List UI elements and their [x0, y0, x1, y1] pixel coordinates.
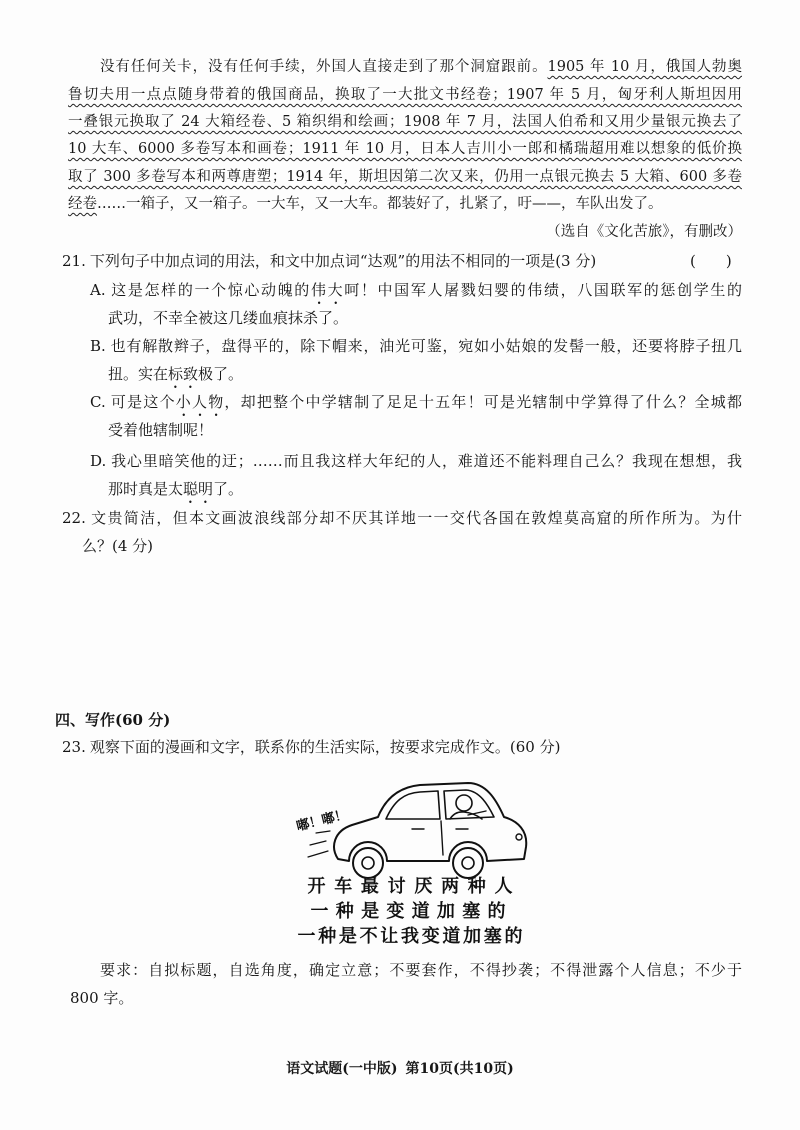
wavy-underlined-text: 一叠银元换取了 24 大箱经卷、5 箱织绢和绘画；1908 年 7 月，法国人伯希和又用少量银元换去了 [68, 114, 742, 130]
question-22-line-1 [62, 507, 742, 529]
option-text: 极了。 [198, 365, 244, 383]
requirements-line-2: 800 字。 [70, 989, 134, 1007]
emphasized-word: 聪明 [183, 480, 214, 498]
passage-source: （选自《文化苦旅》，有删改） [546, 224, 742, 240]
option-a-line-2 [108, 307, 742, 329]
front-wheel [453, 848, 483, 878]
question-23 [62, 736, 742, 758]
driver-head [456, 795, 472, 811]
option-text: 武功，不幸全被这几缕血痕抹杀了。 [108, 309, 349, 327]
option-label: D. [90, 452, 107, 470]
car-cartoon [290, 775, 530, 955]
wavy-underlined-text: 取了 300 多卷写本和两尊唐塑；1914 年，斯坦因第二次又来，仍用一点银元换去 5 大箱、600 多卷 [68, 169, 742, 185]
cartoon-caption-line: 开车最讨厌两种人 [307, 876, 513, 897]
page-footer [0, 1058, 800, 1080]
requirements-line-1: 要求：自拟标题，自选角度，确定立意；不要套作，不得抄袭；不得泄露个人信息；不少于 [100, 961, 742, 979]
emphasized-word: 伟大 [310, 281, 345, 299]
emphasized-word: 标致 [168, 365, 199, 383]
option-text: 呵！中国军人屠戮妇婴的伟绩，八国联军的惩创学生的 [344, 281, 742, 299]
question-number: 22. [62, 509, 86, 527]
option-text: ，却把整个中学辖制了足足十五年！可是光辖制中学算得了什么？全城都 [224, 393, 742, 411]
option-label: B. [90, 337, 106, 355]
question-stem: 下列句子中加点词的用法，和文中加点词“达观”的用法不相同的一项是(3 分) [89, 252, 597, 270]
question-21 [62, 250, 742, 272]
option-text: 我心里暗笑他的迂；……而且我这样大年纪的人，难道还不能料理自己么？我现在想想，我 [110, 452, 742, 470]
option-c-line-1 [90, 391, 742, 413]
rear-wheel [353, 848, 383, 878]
option-c-line-2 [108, 419, 742, 441]
cartoon-caption-line: 一种是变道加塞的 [310, 901, 506, 922]
passage-text: 没有任何关卡，没有任何手续，外国人直接走到了那个洞窟跟前。 [100, 59, 548, 75]
cartoon-caption-line: 一种是不让我变道加塞的 [297, 926, 523, 947]
question-22-line-2: 么？(4 分) [82, 537, 154, 555]
option-d-line-1 [90, 450, 742, 472]
passage-text: ……一箱子，又一箱子。一大车，又一大车。都装好了，扎紧了，吁——，车队出发了。 [97, 196, 663, 212]
passage-line-5 [68, 166, 742, 188]
question-stem: 观察下面的漫画和文字，联系你的生活实际，按要求完成作文。(60 分) [89, 738, 561, 756]
wavy-underlined-text: 1905 年 10 月，俄国人勃奥 [547, 59, 742, 75]
page-number: 第10页(共10页) [405, 1061, 514, 1077]
emphasized-word: 小人物 [175, 393, 225, 411]
option-label: A. [90, 281, 106, 299]
headlight [516, 834, 522, 840]
option-text: 了。 [213, 480, 244, 498]
question-number: 23. [62, 738, 86, 756]
option-text: 也有解散辫子，盘得平的，除下帽来，油光可鉴，宛如小姑娘的发髻一般，还要将脖子扭几 [109, 337, 742, 355]
wavy-underlined-text: 经卷 [68, 196, 97, 212]
door-line [441, 821, 443, 855]
option-b-line-2 [108, 363, 742, 385]
passage-line-3 [68, 111, 742, 133]
passage-line-1 [100, 56, 742, 78]
option-text: 受着他辖制呢！ [108, 421, 214, 439]
question-stem: 文贵简洁，但本文画波浪线部分却不厌其详地一一交代各国在敦煌莫高窟的所作所为。为什 [89, 509, 742, 527]
option-a-line-1 [90, 279, 742, 301]
passage-line-4 [68, 138, 742, 160]
wavy-underlined-text: 10 大车、6000 多卷写本和画卷；1911 年 10 月，日本人吉川小一郎和橘瑞超用难以想象的低价换 [68, 141, 742, 157]
passage-line-2 [68, 84, 742, 106]
option-d-line-2 [108, 478, 742, 500]
horn-sound: 嘟！嘟！ [295, 807, 350, 835]
exam-subject: 语文试题(一中版) [286, 1061, 398, 1077]
option-text: 这是怎样的一个惊心动魄的 [109, 281, 311, 299]
speed-lines [308, 831, 330, 857]
section-heading: 四、写作(60 分) [55, 711, 171, 729]
option-b-line-1 [90, 335, 742, 357]
option-label: C. [90, 393, 106, 411]
option-text: 扭。实在 [108, 365, 169, 383]
passage-line-6 [68, 193, 742, 215]
wavy-underlined-text: 鲁切夫用一点点随身带着的俄国商品，换取了一大批文书经卷；1907 年 5 月，匈牙利人斯坦因用 [68, 87, 742, 103]
option-text: 那时真是太 [108, 480, 184, 498]
question-number: 21. [62, 252, 86, 270]
answer-blank: ( ) [690, 252, 732, 270]
option-text: 可是这个 [109, 393, 176, 411]
